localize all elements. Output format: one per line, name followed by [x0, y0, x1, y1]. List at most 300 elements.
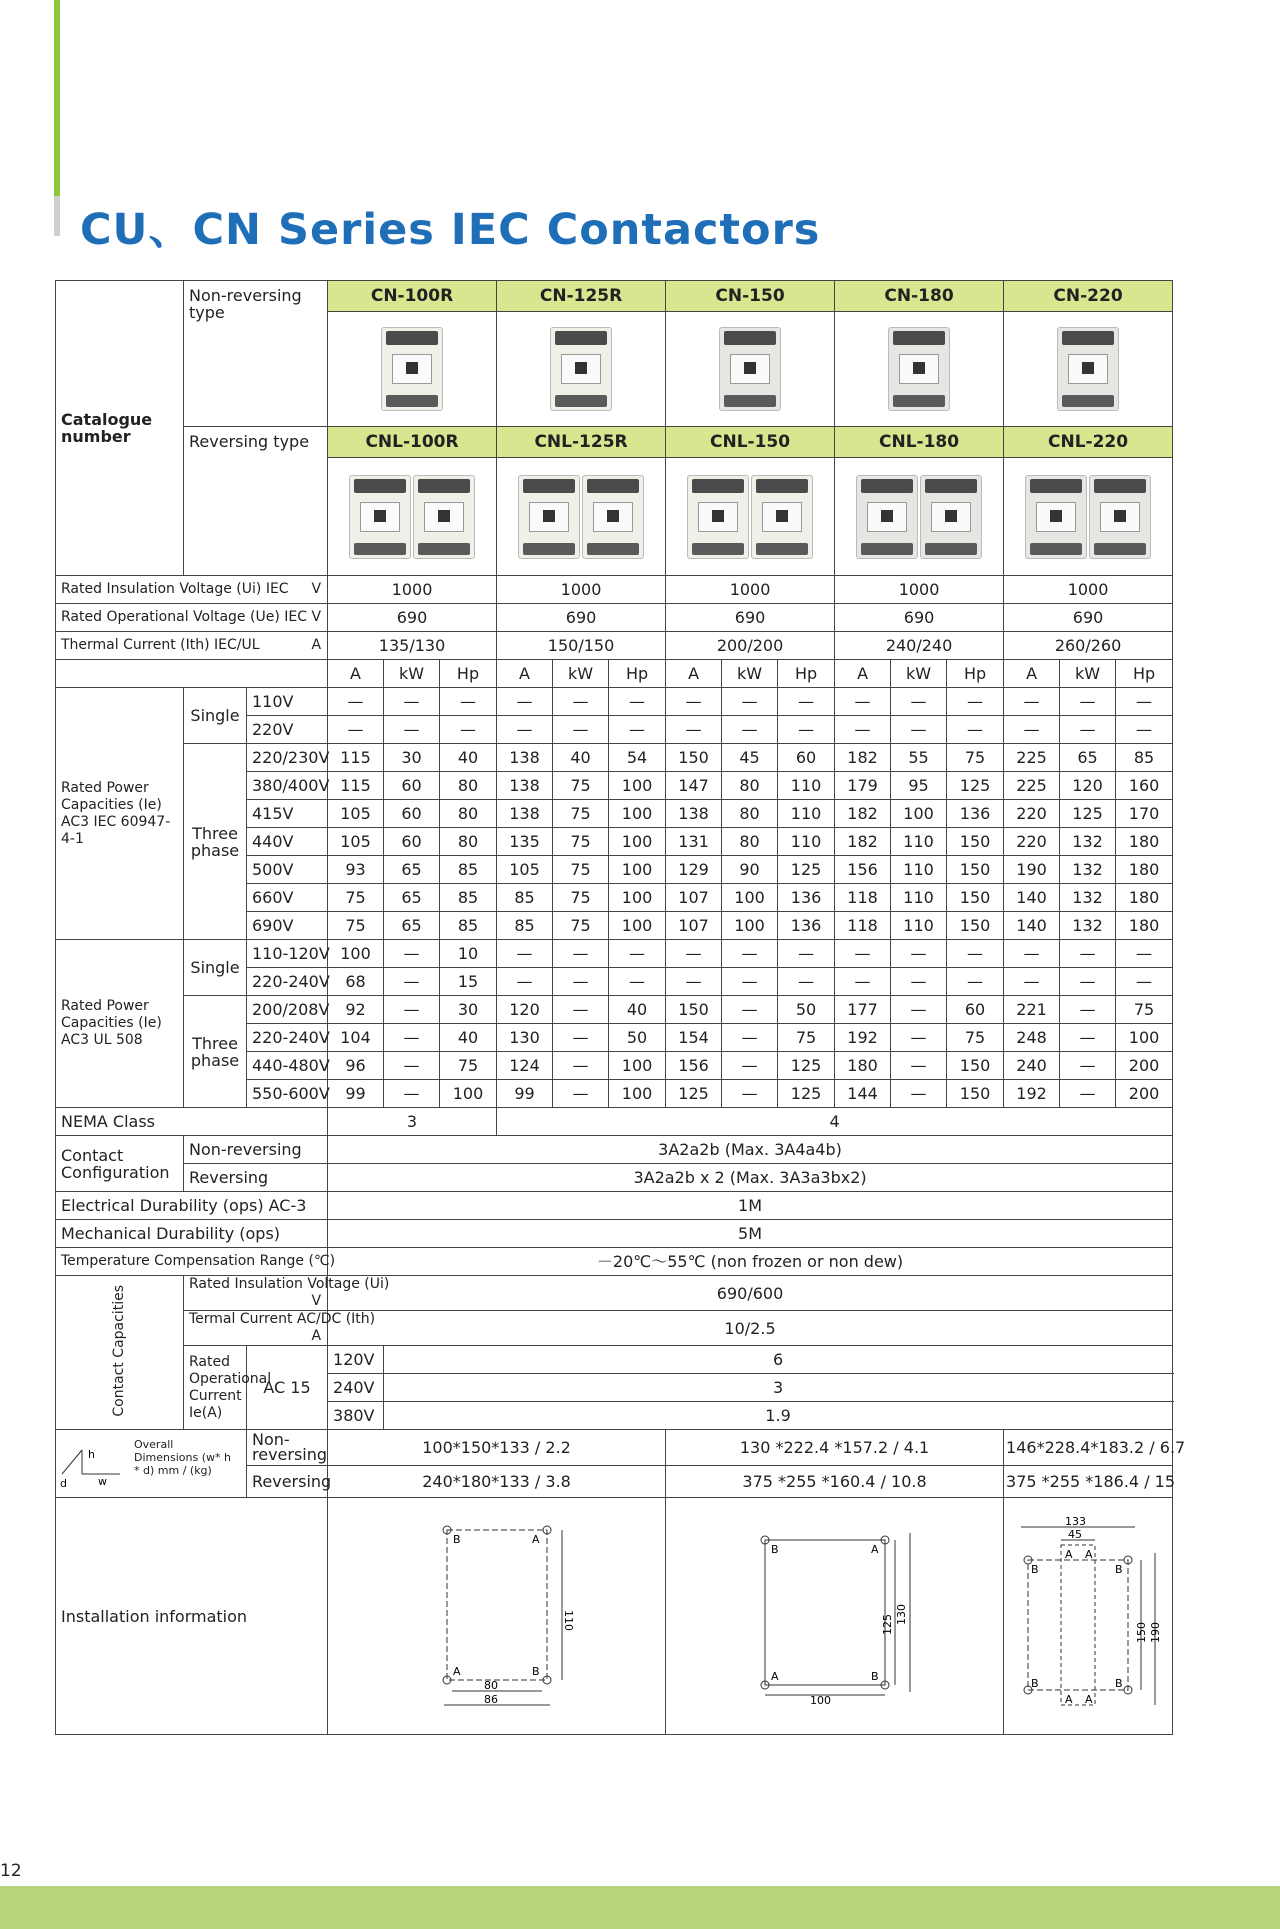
rating-value: 110	[891, 856, 947, 884]
installation-row	[56, 1498, 1173, 1735]
rating-value: 60	[778, 744, 835, 772]
overall-dimensions-label	[56, 1430, 247, 1498]
rating-value: 182	[835, 800, 891, 828]
rating-value: —	[891, 1080, 947, 1108]
rating-value: 92	[328, 996, 384, 1024]
rating-value: 99	[328, 1080, 384, 1108]
voltage-label: 110V	[247, 688, 328, 716]
product-photo-icon	[718, 327, 782, 411]
voltage-label: 380/400V	[247, 772, 328, 800]
rating-value: —	[1004, 716, 1060, 744]
rating-value: 95	[891, 772, 947, 800]
rating-value: 150	[666, 996, 722, 1024]
rating-value: —	[328, 716, 384, 744]
rating-value: 125	[778, 1080, 835, 1108]
product-photo	[328, 312, 497, 427]
rating-value: —	[666, 940, 722, 968]
thermal-current-row	[56, 632, 1173, 660]
voltage-label: 220-240V	[247, 1024, 328, 1052]
product-photo	[497, 458, 666, 576]
rated-operational-voltage-value: 690	[328, 604, 497, 632]
rating-value: 105	[328, 828, 384, 856]
rating-value: 100	[722, 884, 778, 912]
svg-text:B: B	[870, 1669, 879, 1683]
rating-value: 75	[553, 856, 609, 884]
rating-value: —	[947, 688, 1004, 716]
rating-value: 180	[835, 1052, 891, 1080]
rating-value: —	[666, 968, 722, 996]
dim-value: 375 *255 *186.4 / 15	[1004, 1465, 1173, 1497]
rating-value: 150	[947, 828, 1004, 856]
product-photo-icon	[380, 327, 444, 411]
blank-cell	[56, 660, 328, 688]
three-phase-label: Three phase	[184, 996, 247, 1108]
svg-text:A: A	[452, 1664, 461, 1678]
product-photo	[835, 458, 1004, 576]
rating-value: 40	[609, 996, 666, 1024]
rating-value: 200	[1116, 1052, 1173, 1080]
ac15-voltage: 240V	[328, 1374, 384, 1402]
voltage-label: 415V	[247, 800, 328, 828]
ac15-row	[56, 1346, 1173, 1374]
svg-text:A: A	[1085, 1547, 1093, 1561]
rating-value: —	[722, 716, 778, 744]
model-cn-125r: CN-125R	[497, 281, 666, 312]
svg-text:B: B	[531, 1664, 540, 1678]
rating-value: 225	[1004, 744, 1060, 772]
rating-value: 115	[328, 744, 384, 772]
rating-value: 118	[835, 884, 891, 912]
contactor-unit	[888, 327, 950, 411]
dim-d-text: d	[60, 1477, 67, 1490]
rating-value: —	[722, 1052, 778, 1080]
rating-value: —	[440, 688, 497, 716]
rating-value: 110	[891, 912, 947, 940]
unit-header: A	[1004, 660, 1060, 688]
thermal-current-label	[56, 632, 328, 660]
rated-insulation-voltage-value: 1000	[835, 576, 1004, 604]
installation-diagram-cell	[328, 1498, 666, 1735]
contactor-unit	[381, 327, 443, 411]
rated-power-iec-label: Rated Power Capacities (Ie) AC3 IEC 60947-4-1	[56, 688, 184, 940]
rating-value: 192	[1004, 1080, 1060, 1108]
label-text: Rated Insulation Voltage (Ui) IEC	[61, 581, 289, 597]
rating-value: —	[891, 688, 947, 716]
rating-value: 100	[722, 912, 778, 940]
rating-value: 65	[384, 884, 440, 912]
unit-header: Hp	[609, 660, 666, 688]
rating-value: 10	[440, 940, 497, 968]
rating-value: 100	[609, 828, 666, 856]
rating-value: 75	[947, 1024, 1004, 1052]
dim-non-reversing-label: Non-reversing	[247, 1430, 328, 1466]
svg-text:A: A	[870, 1542, 879, 1556]
rating-value: —	[947, 716, 1004, 744]
model-cnl-180: CNL-180	[835, 427, 1004, 458]
rating-value: —	[553, 940, 609, 968]
rating-value: 105	[328, 800, 384, 828]
rating-value: 60	[384, 800, 440, 828]
rating-value: —	[497, 716, 553, 744]
rated-operational-current-label: Rated Operational Current Ie(A)	[184, 1346, 247, 1430]
rating-value: —	[778, 716, 835, 744]
rating-value: —	[384, 1024, 440, 1052]
svg-text:A: A	[1065, 1547, 1073, 1561]
rating-value: 135	[497, 828, 553, 856]
rated-operational-voltage-value: 690	[835, 604, 1004, 632]
rating-value: 180	[1116, 884, 1173, 912]
rating-value: 40	[440, 744, 497, 772]
rating-value: —	[722, 968, 778, 996]
contactor-unit	[719, 327, 781, 411]
rating-value: 248	[1004, 1024, 1060, 1052]
rating-value: 125	[778, 1052, 835, 1080]
product-photo-icon	[517, 475, 645, 559]
rating-value: —	[553, 688, 609, 716]
rating-value: —	[835, 968, 891, 996]
contactor-unit	[518, 475, 580, 559]
overall-dimensions-text: Overall Dimensions (w* h * d) mm / (kg)	[134, 1438, 231, 1477]
rated-operational-voltage-row	[56, 604, 1173, 632]
rating-value: —	[609, 716, 666, 744]
rating-value: —	[1116, 716, 1173, 744]
rating-value: 132	[1060, 884, 1116, 912]
mechanical-durability-label: Mechanical Durability (ops)	[56, 1220, 328, 1248]
rating-value: 138	[666, 800, 722, 828]
rating-value: 75	[778, 1024, 835, 1052]
installation-diagram-cell	[666, 1498, 1004, 1735]
rating-value: 90	[722, 856, 778, 884]
contactor-unit	[1089, 475, 1151, 559]
rating-value: 140	[1004, 912, 1060, 940]
svg-text:133: 133	[1065, 1514, 1087, 1528]
voltage-label: 220-240V	[247, 968, 328, 996]
rated-operational-voltage-value: 690	[666, 604, 835, 632]
cc-thermal-value: 10/2.5	[328, 1311, 1173, 1346]
svg-text:B: B	[1031, 1562, 1039, 1576]
rating-value: 136	[778, 884, 835, 912]
cc-insulation-label	[184, 1276, 390, 1311]
rating-value: —	[1004, 940, 1060, 968]
thermal-current-value: 260/260	[1004, 632, 1173, 660]
unit-header: Hp	[1116, 660, 1173, 688]
rating-value: —	[778, 688, 835, 716]
accent-bar	[54, 0, 60, 196]
rating-value: 177	[835, 996, 891, 1024]
rating-value: 140	[1004, 884, 1060, 912]
rating-value: 132	[1060, 828, 1116, 856]
thermal-current-value: 135/130	[328, 632, 497, 660]
model-cn-180: CN-180	[835, 281, 1004, 312]
nema-class-label: NEMA Class	[56, 1108, 328, 1136]
rating-value: —	[947, 940, 1004, 968]
rating-value: 100	[609, 884, 666, 912]
rating-value: —	[553, 1024, 609, 1052]
rating-value: 180	[1116, 856, 1173, 884]
thermal-current-value: 240/240	[835, 632, 1004, 660]
rating-value: 40	[440, 1024, 497, 1052]
rating-value: —	[609, 940, 666, 968]
rating-value: 147	[666, 772, 722, 800]
rating-value: 144	[835, 1080, 891, 1108]
iec-rating-row	[56, 744, 1173, 772]
non-reversing-type-label: Non-reversing type	[184, 281, 328, 427]
contactor-unit	[550, 327, 612, 411]
rating-value: 110	[891, 828, 947, 856]
unit-header: Hp	[778, 660, 835, 688]
rating-value: 65	[384, 856, 440, 884]
rating-value: —	[722, 996, 778, 1024]
rating-value: 100	[609, 800, 666, 828]
rating-value: 100	[328, 940, 384, 968]
rating-value: 170	[1116, 800, 1173, 828]
svg-text:B: B	[1115, 1562, 1123, 1576]
rating-value: 99	[497, 1080, 553, 1108]
nema-value: 3	[328, 1108, 497, 1136]
rating-value: 138	[497, 772, 553, 800]
rating-value: 75	[553, 772, 609, 800]
rated-operational-voltage-value: 690	[497, 604, 666, 632]
ac15-label: AC 15	[247, 1346, 328, 1430]
rating-value: 65	[384, 912, 440, 940]
rating-value: 85	[497, 884, 553, 912]
rating-value: 30	[440, 996, 497, 1024]
non-reversing-label: Non-reversing	[184, 1136, 328, 1164]
nema-value: 4	[497, 1108, 1173, 1136]
rating-value: —	[384, 996, 440, 1024]
rating-value: —	[1060, 940, 1116, 968]
ac15-voltage: 120V	[328, 1346, 384, 1374]
contact-config-reversing: 3A2a2b x 2 (Max. 3A3a3bx2)	[328, 1164, 1173, 1192]
rating-value: 138	[497, 744, 553, 772]
product-photo	[835, 312, 1004, 427]
catalogue-number-label: Catalogue number	[56, 281, 184, 576]
spec-table	[55, 280, 1186, 1735]
rating-value: 75	[553, 828, 609, 856]
rating-value: 131	[666, 828, 722, 856]
dim-reversing-label: Reversing	[247, 1465, 328, 1497]
rating-value: 125	[947, 772, 1004, 800]
rating-value: 150	[947, 1052, 1004, 1080]
voltage-label: 220/230V	[247, 744, 328, 772]
rating-value: —	[947, 968, 1004, 996]
dim-value: 130 *222.4 *157.2 / 4.1	[666, 1430, 1004, 1466]
rating-value: 54	[609, 744, 666, 772]
unit-header: kW	[722, 660, 778, 688]
rating-value: —	[497, 968, 553, 996]
model-cnl-125r: CNL-125R	[497, 427, 666, 458]
rating-value: 50	[609, 1024, 666, 1052]
rating-value: 85	[440, 884, 497, 912]
rating-value: 154	[666, 1024, 722, 1052]
rated-insulation-voltage-value: 1000	[497, 576, 666, 604]
svg-text:B: B	[1031, 1676, 1039, 1690]
rating-value: 156	[835, 856, 891, 884]
rating-value: —	[1116, 688, 1173, 716]
rating-value: —	[497, 940, 553, 968]
svg-text:A: A	[531, 1532, 540, 1546]
thermal-current-value: 150/150	[497, 632, 666, 660]
rated-insulation-voltage-value: 1000	[1004, 576, 1173, 604]
rating-value: —	[666, 716, 722, 744]
rating-value: 45	[722, 744, 778, 772]
product-photo-icon	[887, 327, 951, 411]
rating-value: 100	[609, 1080, 666, 1108]
rating-value: 150	[666, 744, 722, 772]
svg-text:190: 190	[1149, 1621, 1163, 1643]
rating-value: 68	[328, 968, 384, 996]
dim-value: 240*180*133 / 3.8	[328, 1465, 666, 1497]
mounting-diagram-3	[1013, 1515, 1163, 1715]
unit-header: kW	[553, 660, 609, 688]
three-phase-label: Three phase	[184, 744, 247, 940]
contact-capacities-label	[56, 1276, 184, 1430]
rating-value: 124	[497, 1052, 553, 1080]
svg-text:B: B	[770, 1542, 779, 1556]
rating-value: 150	[947, 884, 1004, 912]
rating-value: 80	[440, 828, 497, 856]
rating-value: —	[1004, 688, 1060, 716]
svg-text:86: 86	[483, 1692, 498, 1706]
rating-value: 150	[947, 856, 1004, 884]
rating-value: —	[328, 688, 384, 716]
contactor-unit	[751, 475, 813, 559]
product-photo-icon	[348, 475, 476, 559]
rating-value: 93	[328, 856, 384, 884]
voltage-label: 500V	[247, 856, 328, 884]
rating-value: 75	[553, 912, 609, 940]
contactor-unit	[1057, 327, 1119, 411]
model-cnl-220: CNL-220	[1004, 427, 1173, 458]
product-photo	[497, 312, 666, 427]
rating-value: 75	[440, 1052, 497, 1080]
rating-value: —	[891, 1052, 947, 1080]
rating-value: —	[384, 716, 440, 744]
rating-value: 75	[553, 800, 609, 828]
cc-insulation-value: 690/600	[328, 1276, 1173, 1311]
rating-value: 136	[778, 912, 835, 940]
rating-value: 192	[835, 1024, 891, 1052]
ul-rating-row	[56, 996, 1173, 1024]
rating-value: 150	[947, 912, 1004, 940]
rating-value: —	[722, 1080, 778, 1108]
rating-value: 100	[609, 856, 666, 884]
rating-value: 100	[891, 800, 947, 828]
rating-value: 80	[440, 800, 497, 828]
contactor-unit	[1025, 475, 1087, 559]
rating-value: 75	[328, 884, 384, 912]
contact-capacities-text: Contact Capacities	[111, 1285, 127, 1417]
voltage-label: 110-120V	[247, 940, 328, 968]
rating-value: —	[778, 968, 835, 996]
rating-value: 60	[384, 772, 440, 800]
rating-value: 100	[609, 1052, 666, 1080]
rating-value: —	[891, 968, 947, 996]
rated-power-ul-label: Rated Power Capacities (Ie) AC3 UL 508	[56, 940, 184, 1108]
rating-value: —	[1060, 968, 1116, 996]
rating-value: —	[553, 1052, 609, 1080]
rating-value: 125	[1060, 800, 1116, 828]
rating-value: 110	[778, 800, 835, 828]
svg-text:B: B	[1115, 1676, 1123, 1690]
rating-value: 55	[891, 744, 947, 772]
rated-insulation-voltage-value: 1000	[328, 576, 497, 604]
svg-text:A: A	[1065, 1692, 1073, 1706]
rating-value: 130	[497, 1024, 553, 1052]
rating-value: —	[384, 1080, 440, 1108]
rating-value: —	[722, 940, 778, 968]
unit-header: Hp	[440, 660, 497, 688]
rating-value: 220	[1004, 828, 1060, 856]
rating-value: 110	[778, 828, 835, 856]
rating-value: 100	[609, 912, 666, 940]
unit-header: A	[835, 660, 891, 688]
rated-insulation-voltage-value: 1000	[666, 576, 835, 604]
product-photo	[1004, 312, 1173, 427]
accent-bar-gray	[54, 196, 60, 236]
rating-value: 80	[440, 772, 497, 800]
rating-value: —	[553, 996, 609, 1024]
rating-value: 15	[440, 968, 497, 996]
nema-row	[56, 1108, 1173, 1136]
dim-h-text: h	[88, 1448, 95, 1461]
rating-value: 60	[384, 828, 440, 856]
svg-text:100: 100	[809, 1693, 831, 1707]
rated-operational-voltage-value: 690	[1004, 604, 1173, 632]
unit-text: A	[311, 637, 322, 653]
voltage-label: 440V	[247, 828, 328, 856]
product-photo-icon	[1056, 327, 1120, 411]
installation-information-label: Installation information	[56, 1498, 328, 1735]
rating-value: —	[1060, 1080, 1116, 1108]
svg-text:150: 150	[1135, 1621, 1149, 1643]
unit-header-row	[56, 660, 1173, 688]
rating-value: 225	[1004, 772, 1060, 800]
rating-value: 156	[666, 1052, 722, 1080]
dim-w-text: w	[98, 1475, 107, 1488]
model-cn-220: CN-220	[1004, 281, 1173, 312]
rating-value: 125	[666, 1080, 722, 1108]
mechanical-durability-row	[56, 1220, 1173, 1248]
voltage-label: 550-600V	[247, 1080, 328, 1108]
rating-value: —	[722, 688, 778, 716]
model-cnl-150: CNL-150	[666, 427, 835, 458]
product-photo-icon	[686, 475, 814, 559]
rating-value: 104	[328, 1024, 384, 1052]
rating-value: 190	[1004, 856, 1060, 884]
svg-text:A: A	[1085, 1692, 1093, 1706]
rating-value: 125	[778, 856, 835, 884]
product-photo-icon	[1024, 475, 1152, 559]
single-phase-label: Single	[184, 940, 247, 996]
rating-value: 100	[609, 772, 666, 800]
temperature-compensation-row	[56, 1248, 1173, 1276]
rating-value: 60	[947, 996, 1004, 1024]
contactor-unit	[920, 475, 982, 559]
rating-value: 180	[1116, 828, 1173, 856]
rating-value: 136	[947, 800, 1004, 828]
contact-config-row	[56, 1136, 1173, 1164]
product-photo	[666, 458, 835, 576]
contactor-unit	[856, 475, 918, 559]
dim-value: 146*228.4*183.2 / 6.7	[1004, 1430, 1173, 1466]
rating-value: 180	[1116, 912, 1173, 940]
rating-value: 132	[1060, 856, 1116, 884]
rating-value: —	[1060, 996, 1116, 1024]
rating-value: —	[666, 688, 722, 716]
rating-value: 120	[1060, 772, 1116, 800]
mounting-diagram-2	[755, 1525, 915, 1705]
